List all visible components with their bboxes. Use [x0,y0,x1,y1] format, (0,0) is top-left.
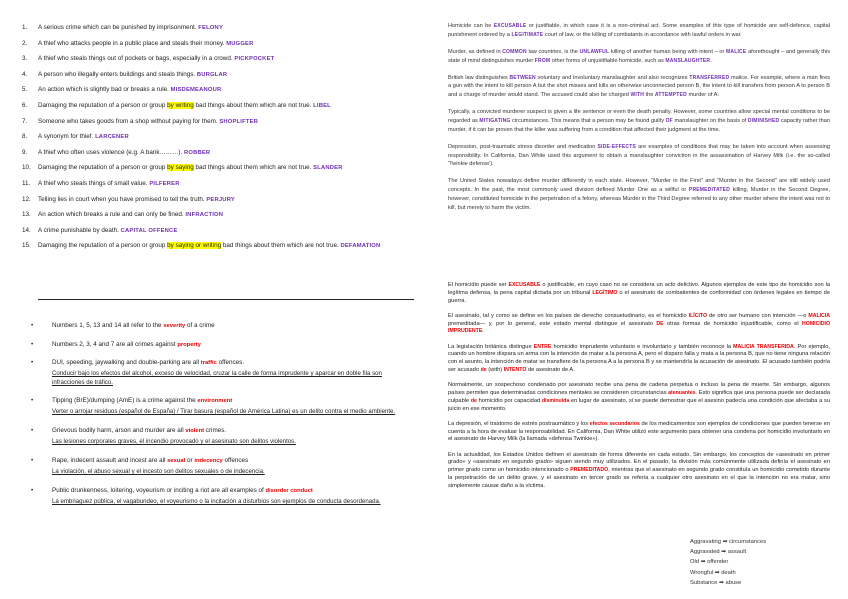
definition-text: Damaging the reputation of a person or group [38,101,168,109]
collocation-glossary [690,537,766,588]
paragraph-text: circumstances. This means that a person may be found guilty [510,117,666,124]
definition-text: Someone who takes goods from a shop without paying for them. [38,117,220,125]
item-number: 1. [22,24,28,31]
paragraph [448,48,830,66]
arrow-icon: ➡ [700,559,706,566]
item-text [38,227,412,235]
glossary-term: Old [690,559,700,566]
quiz-item [22,71,412,79]
paragraph-text: malice. For example, where a man fires a gun with the intent to kill person A but the shot misses and kills an otherwise unconnected person B, the intent to kill transfers from person A to person B and a charge of murder would stand. The accused could also be charged [448,74,831,99]
item-number: 2. [22,39,28,47]
item-number: 5. [22,86,28,94]
note-item [22,427,412,446]
keyword: indecency [194,457,223,464]
answer-term: MUGGER [226,40,254,47]
quiz-item [22,133,412,141]
filled-gap-word: DIMINISHED [747,117,780,124]
item-number: 10. [22,164,31,172]
quiz-item [22,242,412,250]
paragraph-text: En la actualidad, los Estados Unidos definen el asesinato de forma diferente en cada estado. Sin embargo, los conceptos de «asesinato en primer grado» y «asesinato en segundo grado» siguen siendo muy utilizados. En el pasado, la división más comúnmente utilizada definía el asesinato en primer grado como un homicidio intencionado o [448,451,830,474]
keyword: severity [163,323,186,329]
note-text: Numbers 1, 5, 13 and 14 all refer to the [52,322,164,329]
translated-key-term: ILÍCITO [688,312,708,319]
filled-gap-word: COMMON [502,48,527,55]
definition-text: Telling lies in court when you have promised to tell the truth. [38,195,207,203]
quiz-item [22,196,412,204]
translated-key-term: DE [656,320,664,327]
paragraph-text: homicidio imprudente voluntario e involuntario y también reconoce la [551,343,734,350]
note-text: Grievous bodily harm, arson and murder are all [52,426,186,434]
paragraph-text: the [644,92,655,99]
paragraph-text: o justificable, en cuyo caso no se considera un acto delictivo. Algunos ejemplos de este tipo de homicidio son la legítima defensa, la pena capital dictada por un tribunal [448,282,830,296]
note-item [22,359,412,387]
note-item [22,341,412,349]
keyword: traffic [200,360,217,367]
paragraph-text: manslaughter on the basis of [672,117,748,124]
item-text [38,164,412,172]
paragraph-text: en lugar de asesinato, si se puede demostrar que el asesino padecía una condición que afectaba a su juicio en ese momento. [448,397,830,412]
item-number: 7. [22,117,28,125]
paragraph-text: law countries, is the [526,48,580,55]
glossary-row [690,568,766,578]
quiz-item [22,149,412,157]
paragraph-text: are examples of conditions that may be taken into account when assessing responsibility. In California, Dan White used this argument to obtain a manslaughter conviction in the assassination of Harvey Milk (i.e. the so-called 'Twinkie defense'). [448,143,830,168]
note-item [22,457,412,476]
answer-term: SHOPLIFTER [219,118,259,125]
paragraph-text: Typically, a convicted murderer suspect is given a life sentence or even the death penalty. However, some countries allow special mental conditions to be regarded as [448,109,830,124]
filled-gap-word: MITIGATING [479,117,511,124]
paragraph-text: otras formas de homicidio injustificable, como el [663,320,803,327]
item-number: 9. [22,148,28,156]
note-text: Tipping (BrE)/dumping (AmE) is a crime against the [52,397,198,405]
paragraph-text: murder of A. [686,92,719,99]
translated-key-term: INTENTO [503,366,527,373]
item-number: 3. [22,55,28,63]
answer-term: INFRACTION [185,212,224,219]
definition-text: A thief who steals things out of pockets or bags, especially in a crowd. [38,55,235,63]
note-item [22,322,412,330]
paragraph [448,382,830,413]
answer-term: MISDEMEANOUR [170,87,222,94]
answer-term: SLANDER [313,165,343,172]
arrow-icon: ➡ [714,569,720,576]
item-text [38,133,412,141]
quiz-item [22,118,412,126]
paragraph-text: or justifiable, in which case it is a non-criminal act. Some examples of this type of homicide are self-defence, capital punishment ordered by a [448,23,830,38]
translated-key-term: EXCUSABLE [508,282,541,288]
item-number: 4. [22,70,28,78]
highlighted-phrase: by writing [167,101,194,109]
note-text: offences [222,456,249,464]
paragraph-text: other forms of unjustifiable homicide, such as [550,57,666,64]
arrow-icon: ➡ [722,539,728,545]
translated-key-term: ENTRE [533,343,552,350]
note-text: Numbers 2, 3, 4 and 7 are all crimes against [52,340,178,348]
translated-key-term: MALICIA TRANSFERIDA [733,343,794,350]
quiz-item [22,40,412,48]
paragraph-text: de los medicamentos son ejemplos de condiciones que pueden tenerse en cuenta a la hora de evaluar la responsabilidad. En California, Dan White utilizó este argumento para obtener una condena por homicidio involuntario en el asesinato de Harvey Milk (la llamada «defensa Twinkie»). [448,420,830,443]
note-text: or [185,456,195,464]
definition-text: Damaging the reputation of a person or group [38,242,168,250]
item-number: 15. [22,242,31,250]
keyword: violent [185,427,205,434]
spanish-text-block [448,282,830,498]
paragraph-text: The United States nowadays define murder differently in each state. However, "Murder in the First" and "Murder in the Second" are still widely used concepts. In the past, the most commonly used division defined Murder One as a willful or [448,178,830,194]
filled-gap-word: EXCUSABLE [493,23,527,29]
filled-gap-word: MANSLAUGHTER [665,57,711,64]
paragraph-text: de asesinato de A. [526,366,575,373]
definition-text: A crime punishable by death. [38,226,121,234]
definition-text: A thief who often uses violence (e.g. A bank………). [38,148,184,156]
item-text [38,71,412,79]
keyword: environment [197,398,233,405]
item-text [38,149,412,157]
paragraph-text: aforethought – and generally this state of mind distinguishes murder [448,48,830,64]
answer-term: PILFERER [149,180,180,187]
translated-key-term: de [470,397,477,404]
answer-term: ROBBER [183,149,211,156]
item-number: 12. [22,195,31,203]
paragraph-text: homicidio por capacidad [476,397,542,404]
paragraph-text: . Por ejemplo, cuando un hombre dispara un arma con la intención de matar a la persona A, pero el disparo falla y mata a la persona B, que no tiene ninguna relación con el asunto, la intención de matar se transfiere de la persona A a la persona B y se mantendría la acusación de asesinato. El acusado también podría ser acusado [448,343,831,373]
translated-key-term: atenuantes [668,389,696,396]
answer-term: PERJURY [206,196,235,203]
glossary-collocate: circumstances [729,539,767,545]
quiz-item [22,86,412,94]
paragraph-text: Depression, post-traumatic stress disorder and medication [448,143,598,150]
item-number: 11. [22,179,31,187]
paragraph-text: capacity rather than murder, if it can be proven that the killer was suffering from a condition that affected their judgment at the time. [448,117,830,133]
paragraph-text: , mientras que el asesinato en segundo grado constituía un homicidio cometido durante la perpetración de un delito grave, y el asesinato en tercer grado se refería a cualquier otro asesinato en el que la intención no era matar, sino simplemente causar daño a la víctima. [448,467,831,489]
paragraph-text: premeditada— y, por lo general, este estado mental distingue el asesinato [448,320,657,327]
note-text: offences. [216,359,245,367]
paragraph-text: Homicide can be [448,23,494,29]
quiz-item [22,227,412,235]
glossary-term: Aggravating [690,539,721,545]
definition-text: A thief who steals things of small value. [38,179,150,187]
item-number: 13. [22,211,31,219]
definition-text: An action which breaks a rule and can only be fined. [38,211,186,219]
definition-text: A synonym for thief. [38,133,96,141]
paragraph-text: (with) [486,366,504,373]
paragraph-text: o el asesinato de combatientes de conformidad con órdenes legales en tiempo de guerra. [448,289,830,304]
paragraph [448,143,830,169]
item-number: 14. [22,226,31,234]
quiz-item [22,102,412,110]
filled-gap-word: OF [665,117,673,124]
glossary-collocate: death [721,569,736,576]
paragraph-text: El homicidio puede ser [448,282,509,288]
filled-gap-word: BETWEEN [509,74,536,81]
answer-term: BURGLAR [196,71,228,78]
definition-text: Damaging the reputation of a person or group [38,164,168,172]
paragraph-text: . Esto significa que una persona puede ser declarada culpable [448,389,830,404]
horizontal-divider [38,299,414,300]
glossary-collocate: offender [707,559,729,566]
spanish-translation: Las lesiones corporales graves, el incendio provocado y el asesinato son delitos violentos. [52,438,296,446]
quiz-item [22,24,412,32]
paragraph-text: de otro ser humano con intención —o [707,312,809,319]
definition-text: An action which is slightly bad or breaks a rule. [38,86,171,94]
spanish-translation: Conducir bajo los efectos del alcohol, exceso de velocidad, cruzar la calle de forma imprudente y aparcar en doble fila son infracciones de tráfico. [52,370,382,386]
item-text [38,196,412,204]
answer-term: LIBEL [313,102,331,109]
glossary-term: Wrongful [690,569,714,576]
answer-term: LARCENER [95,134,129,141]
note-text: Public drunkenness, loitering, voyeurism or inciting a riot are all examples of [52,486,266,494]
paragraph [448,22,830,40]
glossary-row [690,578,766,588]
item-number: 8. [22,133,28,141]
answer-term: DEFAMATION [340,243,381,250]
paragraph [448,74,830,100]
answer-term: FELONY [198,25,224,31]
paragraph [448,421,830,444]
highlighted-phrase: by saying or writing [167,242,222,250]
item-text [38,86,412,94]
glossary-term: Substance [690,579,718,586]
definition-text: A thief who attacks people in a public place and steals their money. [38,39,227,47]
filled-gap-word: SIDE-EFFECTS [597,143,637,150]
keyword: sexual [167,457,186,464]
translated-key-term: de [480,366,487,373]
paragraph-text: voluntary and involuntary manslaughter and also recognizes [535,74,690,81]
filled-gap-word: FROM [534,57,551,64]
filled-gap-word: UNLAWFUL [579,48,610,55]
translated-key-term: LEGÍTIMO [592,289,618,296]
item-text [38,102,412,110]
arrow-icon: ➡ [719,579,724,586]
paragraph [448,344,830,375]
spanish-translation: La embriaguez pública, el vagabundeo, el voyeurismo o la incitación a disturbios son ejemplos de conducta desordenada. [52,497,381,505]
definition-text: A serious crime which can be punished by imprisonment. [38,24,199,31]
glossary-collocate: assault [727,549,747,556]
paragraph-text: Murder, as defined in [448,48,503,55]
paragraph-text: court of law, or the killing of combatants in accordance with lawful orders in war. [543,31,742,38]
glossary-term: Aggravated [690,549,720,556]
paragraph [448,313,830,336]
quiz-item [22,55,412,63]
note-item [22,397,412,416]
translated-key-term: HOMICIDIO IMPRUDENTE [448,320,830,335]
item-number: 6. [22,101,28,109]
filled-gap-word: ATTEMPTED [654,92,687,99]
paragraph [448,108,830,134]
paragraph-text: La legislación británica distingue [448,343,534,350]
glossary-row [690,537,766,547]
item-text [38,118,412,126]
crime-category-notes [22,322,412,516]
filled-gap-word: WITH [630,92,645,99]
item-text [38,180,412,188]
paragraph-text: . [482,328,484,335]
translated-key-term: disminuida [541,397,570,404]
quiz-item [22,211,412,219]
highlighted-phrase: by saying [167,164,194,172]
filled-gap-word: LEGITIMATE [511,31,544,38]
quiz-item [22,164,412,172]
keyword: disorder conduct [265,487,313,494]
item-text [38,24,412,32]
note-text: Rape, indecent assault and incest are all [52,456,168,464]
english-text-block [448,22,830,221]
paragraph-text: La depresión, el trastorno de estrés postraumático y los [448,420,590,427]
paragraph [448,282,830,305]
paragraph-text: El asesinato, tal y como se define en los países de derecho consuetudinario, es el homicidio [448,312,689,319]
arrow-icon: ➡ [721,549,727,556]
translated-key-term: MALICIA [808,312,830,319]
translated-key-term: efectos secundarios [589,420,640,427]
paragraph-text: Normalmente, un sospechoso condenado por asesinato recibe una pena de cadena perpetua o incluso la pena de muerte. Sin embargo, algunos países permiten que determinadas condiciones mentales se consideren circunstancias [448,382,830,396]
answer-term: PICKPOCKET [234,56,275,63]
item-text [38,242,412,250]
glossary-row [690,547,766,557]
quiz-item [22,180,412,188]
paragraph-text: . [710,57,712,64]
item-text [38,55,412,63]
filled-gap-word: MALICE [726,48,747,55]
spanish-translation: Verter o arrojar residuos (español de España) / Tirar basura (español de América Latina) es un delito contra el medio ambiente. [52,408,396,416]
paragraph [448,452,830,491]
spanish-translation: La violación, el abuso sexual y el incesto son delitos sexuales o de indecencia. [52,467,265,475]
paragraph-text: killing of another human being with intent – or [609,48,727,55]
paragraph-text: British law distinguishes [448,74,510,81]
translated-key-term: PREMEDITADO [570,467,609,474]
definition-text: A person who illegally enters buildings and steals things. [38,70,197,78]
item-text [38,40,412,48]
item-text [38,211,412,219]
glossary-collocate: abuse [725,579,742,586]
glossary-row [690,557,766,567]
answer-term: CAPITAL OFFENCE [120,227,178,234]
note-text: crimes. [204,426,227,434]
paragraph-text: killing, Murder in the Second Degree, however, constituted homicide in the perpetration of a felony, whereas Murder in the Third Degree referred to any other murder where the intent was not to kill, but merely to harm the victim. [448,187,830,211]
definition-text-continued: bad things about them which are not true. [193,164,314,172]
note-text: of a crime [185,322,215,329]
filled-gap-word: PREMEDITATED [688,187,731,194]
note-text: DUI, speeding, jaywalking and double-parking are all [52,359,201,367]
note-item [22,487,412,506]
definition-text-continued: bad things about them which are not true. [221,242,341,250]
keyword: property [177,341,201,348]
definition-text-continued: bad things about them which are not true. [193,101,314,109]
filled-gap-word: TRANSFERRED [689,74,730,81]
paragraph [448,177,830,212]
vocabulary-quiz-list [22,24,412,258]
